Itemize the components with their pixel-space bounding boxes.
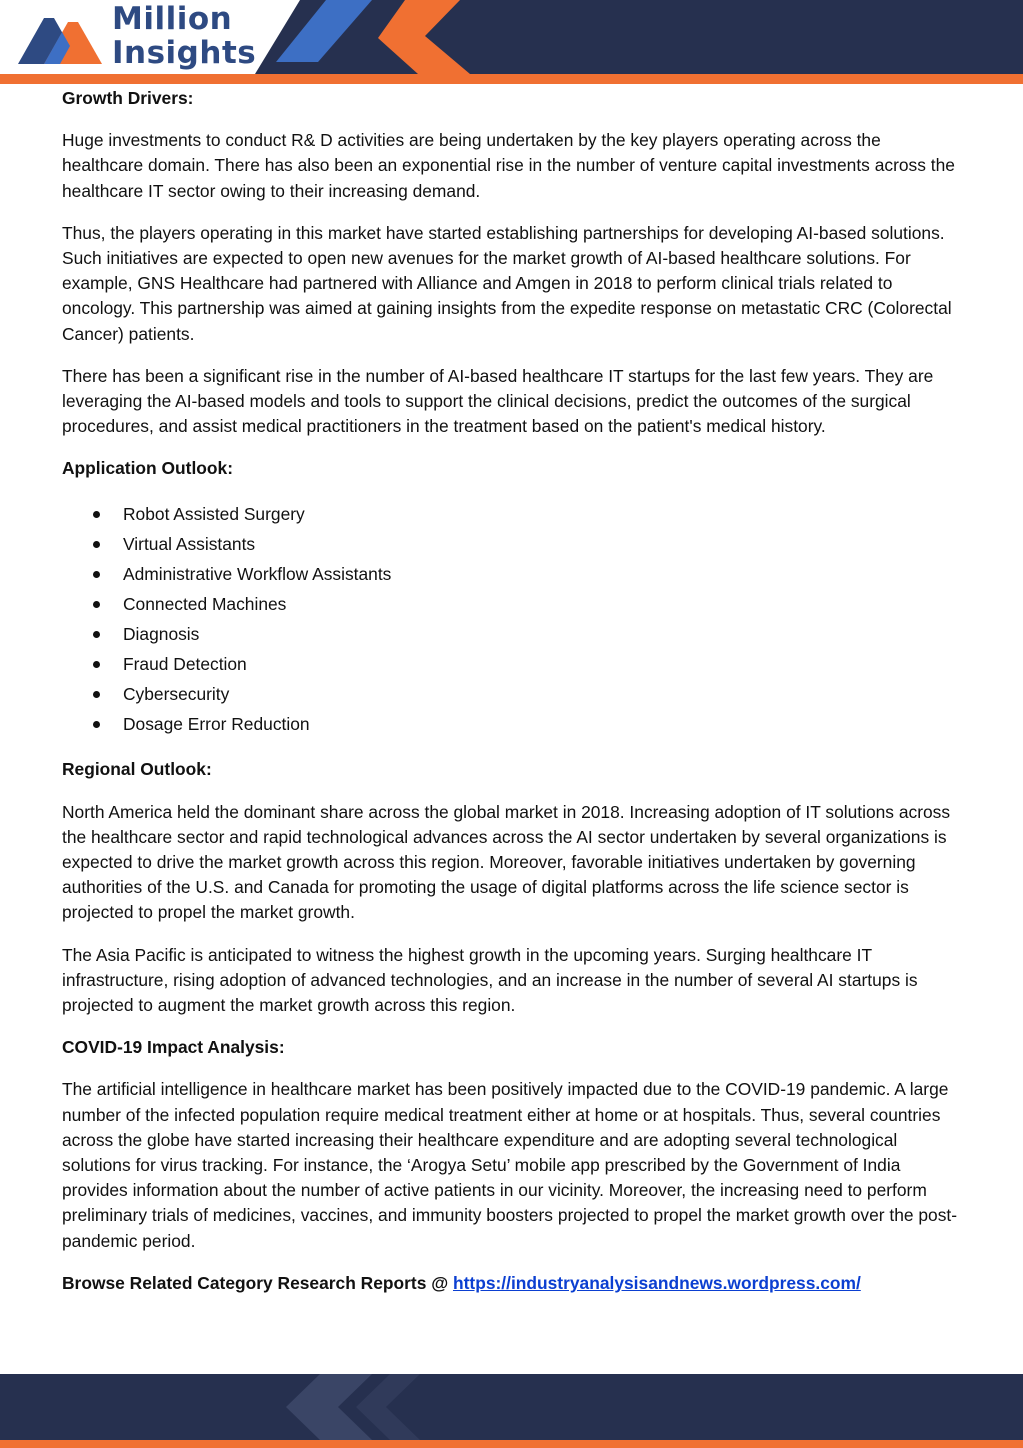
- document-body: [62, 86, 962, 1296]
- list-item-label: Administrative Workflow Assistants: [123, 563, 392, 584]
- regional-outlook-heading: Regional Outlook:: [62, 759, 212, 780]
- list-item: [62, 619, 962, 649]
- bullet-icon: [93, 661, 100, 668]
- application-list: [62, 499, 962, 740]
- bullet-icon: [93, 511, 100, 518]
- list-item: [62, 679, 962, 709]
- list-item-label: Fraud Detection: [123, 654, 247, 675]
- list-item-label: Connected Machines: [123, 593, 287, 614]
- growth-drivers-heading: Growth Drivers:: [62, 88, 194, 108]
- page-header: [0, 0, 1023, 84]
- bullet-icon: [93, 631, 100, 638]
- list-item: [62, 499, 962, 529]
- list-item: [62, 559, 962, 589]
- browse-label: Browse Related Category Research Reports @: [62, 1272, 453, 1293]
- list-item-label: Virtual Assistants: [123, 533, 256, 554]
- footer-navy-band: [0, 1374, 1023, 1440]
- bullet-icon: [93, 541, 100, 548]
- browse-reports-link[interactable]: https://industryanalysisandnews.wordpress.com/: [452, 1272, 861, 1293]
- list-item-label: Robot Assisted Surgery: [123, 503, 305, 524]
- covid-impact-heading: COVID-19 Impact Analysis:: [62, 1037, 285, 1058]
- banner-navy-band: [255, 0, 1023, 74]
- growth-paragraph: Thus, the players operating in this market have started establishing partnerships for developing AI-based solutions. Such initiatives are expected to open new avenues for the market growth of AI-based healthcare solutions. For example, GNS Healthcare had partnered with Alliance and Amgen in 2018 to perform clinical trials related to oncology. This partnership was aimed at gaining insights from the expedite response on metastatic CRC (Colorectal Cancer) patients.: [62, 222, 952, 344]
- list-item-label: Dosage Error Reduction: [123, 714, 310, 735]
- footer-orange-underline: [0, 1440, 1023, 1448]
- regional-paragraph: The Asia Pacific is anticipated to witness the highest growth in the upcoming years. Surging healthcare IT infrastructure, rising adoption of advanced technologies, and an increase in the number of several AI startups is projected to augment the market growth across this region.: [62, 944, 918, 1016]
- logo-wordmark: [112, 1, 257, 71]
- list-item-label: Diagnosis: [123, 624, 200, 645]
- list-item-label: Cybersecurity: [123, 684, 230, 705]
- browse-reports-line: [62, 1271, 962, 1296]
- logo-line-2: Insights: [112, 35, 257, 71]
- page-footer: [0, 1374, 1023, 1448]
- logo-icon: [14, 8, 106, 73]
- list-item: [62, 649, 962, 679]
- bullet-icon: [93, 691, 100, 698]
- bullet-icon: [93, 721, 100, 728]
- bullet-icon: [93, 601, 100, 608]
- regional-paragraph: North America held the dominant share across the global market in 2018. Increasing adoption of IT solutions across the healthcare sector and rapid technological advances across the AI sector undertaken by several organizations is expected to drive the market growth across this region. Moreover, favorable initiatives undertaken by governing authorities of the U.S. and Canada for promoting the usage of digital platforms across the life science sector is projected to propel the market growth.: [62, 801, 951, 923]
- list-item: [62, 709, 962, 739]
- footer-banner: [0, 1374, 1023, 1448]
- list-item: [62, 589, 962, 619]
- covid-paragraph: The artificial intelligence in healthcare market has been positively impacted due to the COVID-19 pandemic. A large number of the infected population require medical treatment either at home or at hospitals. Thus, several countries across the globe have started increasing their healthcare expenditure and are adopting several technological solutions for virus tracking. For instance, the ‘Arogya Setu’ mobile app prescribed by the Government of India provides information about the number of active patients in our vicinity. Moreover, the increasing need to perform preliminary trials of medicines, vaccines, and immunity boosters projected to propel the market growth over the post-pandemic period.: [62, 1079, 958, 1251]
- application-outlook-heading: Application Outlook:: [62, 458, 233, 479]
- banner-orange-underline: [0, 74, 1023, 84]
- growth-paragraph: There has been a significant rise in the number of AI-based healthcare IT startups for the last few years. They are leveraging the AI-based models and tools to support the clinical decisions, predict the outcomes of the surgical procedures, and assist medical practitioners in the treatment based on the patient's medical history.: [62, 365, 934, 437]
- logo-line-1: Million: [112, 1, 233, 37]
- bullet-icon: [93, 571, 100, 578]
- growth-paragraph: Huge investments to conduct R& D activities are being undertaken by the key players operating across the healthcare domain. There has also been an exponential rise in the number of venture capital investments across the healthcare IT sector owing to their increasing demand.: [62, 130, 955, 201]
- list-item: [62, 529, 962, 559]
